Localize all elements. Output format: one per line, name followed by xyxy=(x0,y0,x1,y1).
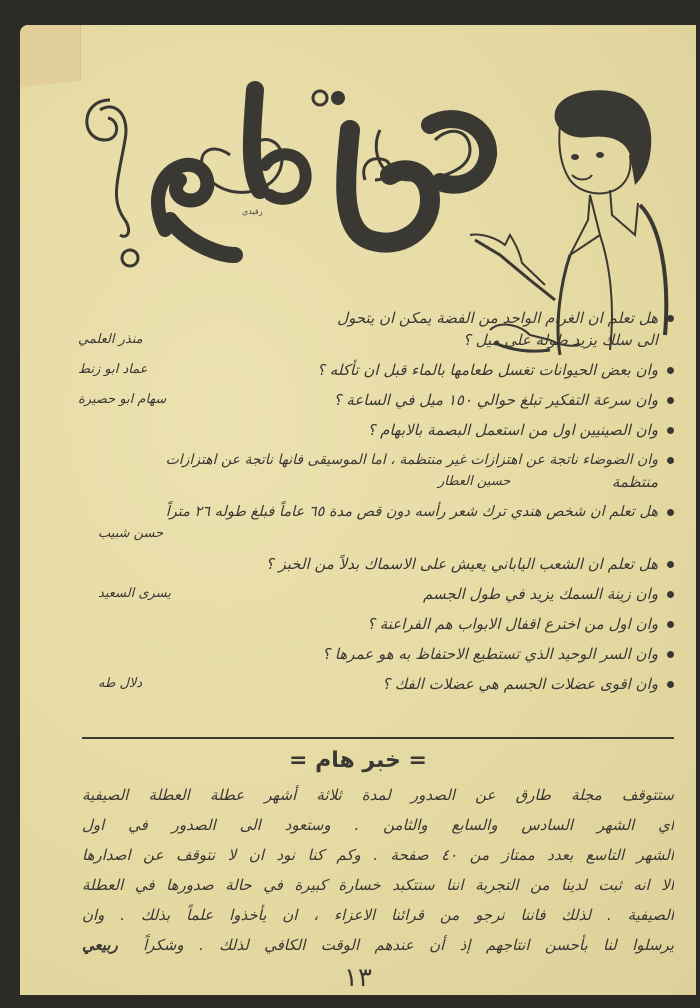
fact-item xyxy=(78,643,674,665)
news-signature: ربيعي xyxy=(82,936,118,954)
news-body xyxy=(82,780,674,960)
fact-item xyxy=(78,359,674,381)
facts-list xyxy=(78,307,674,703)
artist-signature: رفيدي xyxy=(242,207,263,216)
bullet-icon xyxy=(667,315,674,322)
fact-author: حسن شبيب xyxy=(98,526,164,541)
fact-author: منذر العلمي xyxy=(78,332,143,347)
bullet-icon xyxy=(667,651,674,658)
fact-item xyxy=(78,553,674,575)
fact-author: حسين العطار xyxy=(438,474,511,489)
news-line-text: يرسلوا لنا بأحسن انتاجهم إذ أن عندهم الوقت الكافي لذلك . وشكراً xyxy=(143,936,674,954)
news-line xyxy=(82,930,674,960)
bullet-icon xyxy=(667,397,674,404)
fact-author: دلال طه xyxy=(98,676,143,691)
fact-text: الى سلك يزيد طوله على ميل ؟ xyxy=(462,331,658,349)
fact-text: هل تعلم ان الغرام الواحد من الفضة يمكن ان يتحول xyxy=(337,309,658,327)
magazine-page xyxy=(20,25,696,995)
fact-text: وان اول من اخترع اقفال الابواب هم الفراعنة ؟ xyxy=(367,615,658,633)
fact-text: وان زينة السمك يزيد في طول الجسم xyxy=(423,585,658,603)
news-title: = خبر هام = xyxy=(288,748,427,773)
fact-author: عماد ابو زنط xyxy=(78,362,148,377)
fact-author: يسرى السعيد xyxy=(98,586,171,601)
bullet-icon xyxy=(667,427,674,434)
bullet-icon xyxy=(667,561,674,568)
fact-item xyxy=(78,583,674,605)
bullet-icon xyxy=(667,367,674,374)
fact-item xyxy=(78,613,674,635)
section-divider xyxy=(82,737,674,739)
author-line xyxy=(78,523,658,545)
bullet-icon xyxy=(667,681,674,688)
fact-text: وان الضوضاء ناتجة عن اهتزازات غير منتظمة ، اما الموسيقى فانها ناتجة عن اهتزازات xyxy=(165,452,658,468)
fact-text: وان اقوى عضلات الجسم هي عضلات الفك ؟ xyxy=(382,675,658,693)
bullet-icon xyxy=(667,591,674,598)
fact-item xyxy=(246,307,674,351)
page-title xyxy=(80,83,500,323)
news-line: ستتوقف مجلة طارق عن الصدور لمدة ثلاثة أشهر عطلة العطلة الصيفية xyxy=(82,786,674,804)
fact-text: وان السر الوحيد الذي تستطيع الاحتفاظ به هو عمرها ؟ xyxy=(322,645,658,663)
fact-text: وان الصينيين اول من استعمل البصمة بالابهام ؟ xyxy=(367,421,658,439)
fact-item xyxy=(78,419,674,441)
news-line: الشهر التاسع بعدد ممتاز من ٤٠ صفحة . وكم كنا نود ان لا نتوقف عن اصدارها xyxy=(82,846,674,864)
bullet-icon xyxy=(667,621,674,628)
page-number: ١٣ xyxy=(344,963,372,993)
fact-text: وان سرعة التفكير تبلغ حوالي ١٥٠ ميل في الساعة ؟ xyxy=(333,391,658,409)
news-line: الصيفية . لذلك فاننا نرجو من قرائنا الاعزاء ، ان يأخذوا علماً بذلك . وان xyxy=(82,906,674,924)
fact-text: وان بعض الحيوانات تغسل طعامها بالماء قبل ان تأكله ؟ xyxy=(317,361,658,379)
bullet-icon xyxy=(667,457,674,464)
fact-item xyxy=(78,449,674,493)
fact-text: هل تعلم ان الشعب الياباني يعيش على الاسماك بدلاً من الخبز ؟ xyxy=(265,555,658,573)
bullet-icon xyxy=(667,509,674,516)
fact-item xyxy=(78,501,674,545)
news-line: الا انه ثبت لدينا من التجربة اننا سنتكبد خسارة كبيرة في حالة صدورها في العطلة xyxy=(82,876,674,894)
fact-item xyxy=(78,389,674,411)
fact-text: هل تعلم ان شخص هندي ترك شعر رأسه دون قص مدة ٦٥ عاماً فبلغ طوله ٢٦ متراً xyxy=(165,504,658,520)
news-line: اي الشهر السادس والسابع والثامن . وستعود الى الصدور في اول xyxy=(82,816,674,834)
fact-item xyxy=(78,673,674,695)
fact-author: سهام ابو حصيرة xyxy=(78,392,167,407)
fact-text: منتظمة xyxy=(611,473,658,491)
